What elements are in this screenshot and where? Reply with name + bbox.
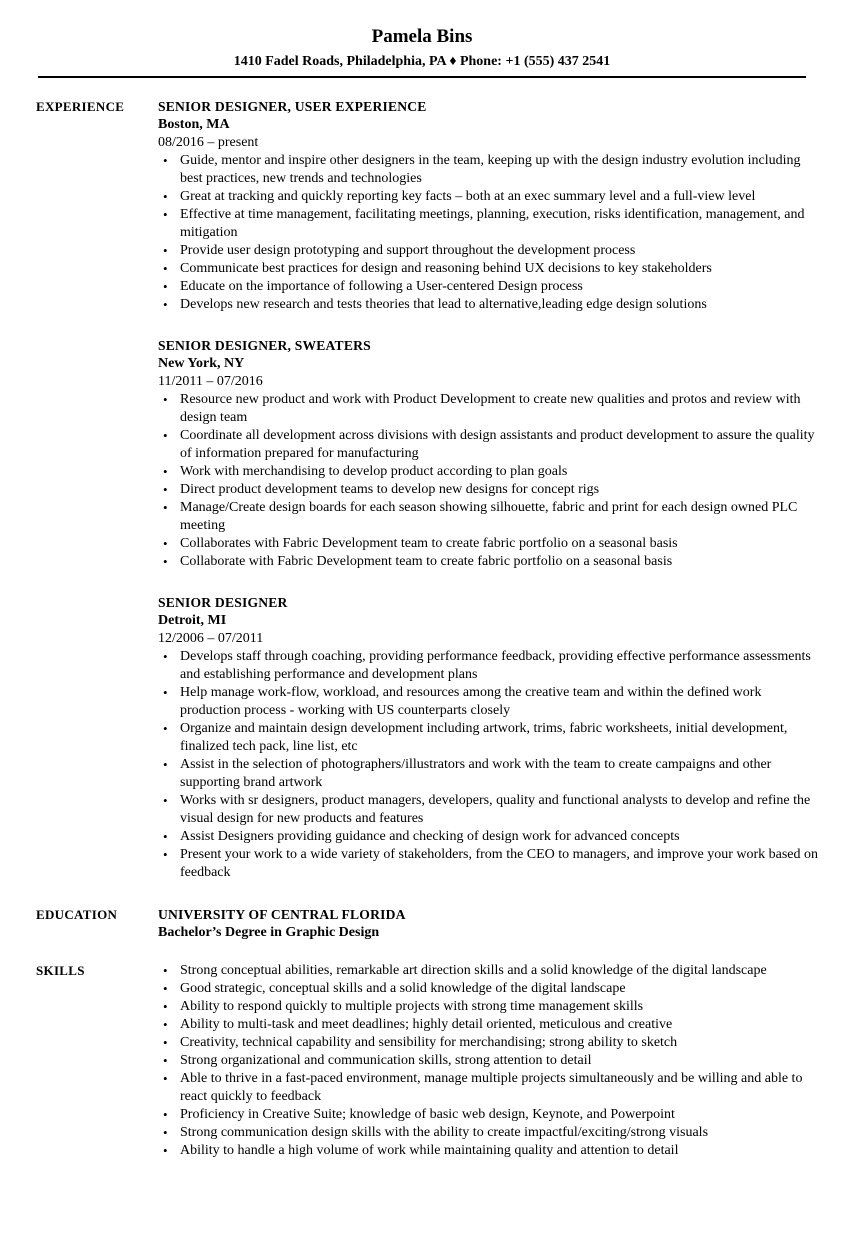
bullet-item: • Works with sr designers, product managers, developers, quality and functional analysts to develop and refine the visual design for new products and features: [158, 792, 818, 828]
bullet-item: • Guide, mentor and inspire other designers in the team, keeping up with the design industry evolution including best practices, new trends and technologies: [158, 152, 818, 188]
skill-item: • Ability to multi-task and meet deadlines; highly detail oriented, meticulous and creative: [158, 1016, 818, 1034]
header-divider: [38, 76, 806, 78]
bullet-item: • Manage/Create design boards for each season showing silhouette, fabric and print for each design owned PLC meeting: [158, 499, 818, 535]
skill-item: • Ability to handle a high volume of work while maintaining quality and attention to detail: [158, 1142, 818, 1160]
experience-label: EXPERIENCE: [36, 99, 125, 114]
job-title: SENIOR DESIGNER, SWEATERS: [158, 338, 371, 353]
bullet-item: • Coordinate all development across divisions with design assistants and product development to assure the quality of information prepared for manufacturing: [158, 427, 818, 463]
job-dates: 11/2011 – 07/2016: [158, 374, 263, 389]
bullet-item: • Effective at time management, facilitating meetings, planning, execution, risks identification, management, and mitigation: [158, 206, 818, 242]
bullet-item: • Develops staff through coaching, providing performance feedback, providing effective performance assessments and establishing performance and development plans: [158, 648, 818, 684]
resume-header: [38, 24, 806, 71]
skill-item: • Proficiency in Creative Suite; knowledge of basic web design, Keynote, and Powerpoint: [158, 1106, 818, 1124]
bullet-item: • Present your work to a wide variety of stakeholders, from the CEO to managers, and improve your work based on feedback: [158, 846, 818, 882]
bullet-item: • Resource new product and work with Product Development to create new qualities and protos and review with design team: [158, 391, 818, 427]
contact-line: 1410 Fadel Roads, Philadelphia, PA ♦ Phone: +1 (555) 437 2541: [233, 54, 611, 69]
skill-item: • Strong organizational and communication skills, strong attention to detail: [158, 1052, 818, 1070]
skill-item: • Creativity, technical capability and sensibility for merchandising; strong ability to sketch: [158, 1034, 818, 1052]
job-bullets: [158, 648, 818, 882]
degree: Bachelor’s Degree in Graphic Design: [158, 925, 380, 940]
job-entry: [158, 337, 818, 571]
job-title: SENIOR DESIGNER, USER EXPERIENCE: [158, 99, 427, 114]
bullet-item: • Help manage work-flow, workload, and resources among the creative team and within the defined work production process - working with US counterparts closely: [158, 684, 818, 720]
job-location: Boston, MA: [158, 117, 230, 132]
skill-item: • Strong communication design skills with the ability to create impactful/exciting/strong visuals: [158, 1124, 818, 1142]
bullet-item: • Collaborate with Fabric Development team to create fabric portfolio on a seasonal basis: [158, 553, 818, 571]
skills-list: [158, 962, 818, 1160]
bullet-item: • Provide user design prototyping and support throughout the development process: [158, 242, 818, 260]
bullet-item: • Communicate best practices for design and reasoning behind UX decisions to key stakeholders: [158, 260, 818, 278]
job-entry: [158, 594, 818, 882]
bullet-item: • Assist in the selection of photographers/illustrators and work with the team to create campaigns and other supporting brand artwork: [158, 756, 818, 792]
bullet-item: • Educate on the importance of following a User-centered Design process: [158, 278, 818, 296]
bullet-item: • Great at tracking and quickly reporting key facts – both at an exec summary level and a full-view level: [158, 188, 818, 206]
skill-item: • Good strategic, conceptual skills and a solid knowledge of the digital landscape: [158, 980, 818, 998]
job-title: SENIOR DESIGNER: [158, 595, 288, 610]
candidate-name: Pamela Bins: [371, 26, 473, 47]
job-bullets: [158, 152, 818, 314]
job-location: New York, NY: [158, 356, 245, 371]
bullet-item: • Develops new research and tests theories that lead to alternative,leading edge design solutions: [158, 296, 818, 314]
job-entry: [158, 98, 818, 314]
bullet-item: • Organize and maintain design development including artwork, trims, fabric worksheets, initial development, finalized tech pack, line list, etc: [158, 720, 818, 756]
skill-item: • Able to thrive in a fast-paced environment, manage multiple projects simultaneously and be willing and able to react quickly to feedback: [158, 1070, 818, 1106]
skills-label: SKILLS: [36, 963, 85, 978]
education-label: EDUCATION: [36, 907, 118, 922]
bullet-item: • Work with merchandising to develop product according to plan goals: [158, 463, 818, 481]
skill-item: • Ability to respond quickly to multiple projects with strong time management skills: [158, 998, 818, 1016]
bullet-item: • Direct product development teams to develop new designs for concept rigs: [158, 481, 818, 499]
bullet-item: • Assist Designers providing guidance and checking of design work for advanced concepts: [158, 828, 818, 846]
job-dates: 12/2006 – 07/2011: [158, 631, 264, 646]
job-location: Detroit, MI: [158, 613, 227, 628]
skill-item: • Strong conceptual abilities, remarkable art direction skills and a solid knowledge of the digital landscape: [158, 962, 818, 980]
school-name: UNIVERSITY OF CENTRAL FLORIDA: [158, 907, 406, 922]
job-bullets: [158, 391, 818, 571]
bullet-item: • Collaborates with Fabric Development team to create fabric portfolio on a seasonal basis: [158, 535, 818, 553]
job-dates: 08/2016 – present: [158, 135, 259, 150]
